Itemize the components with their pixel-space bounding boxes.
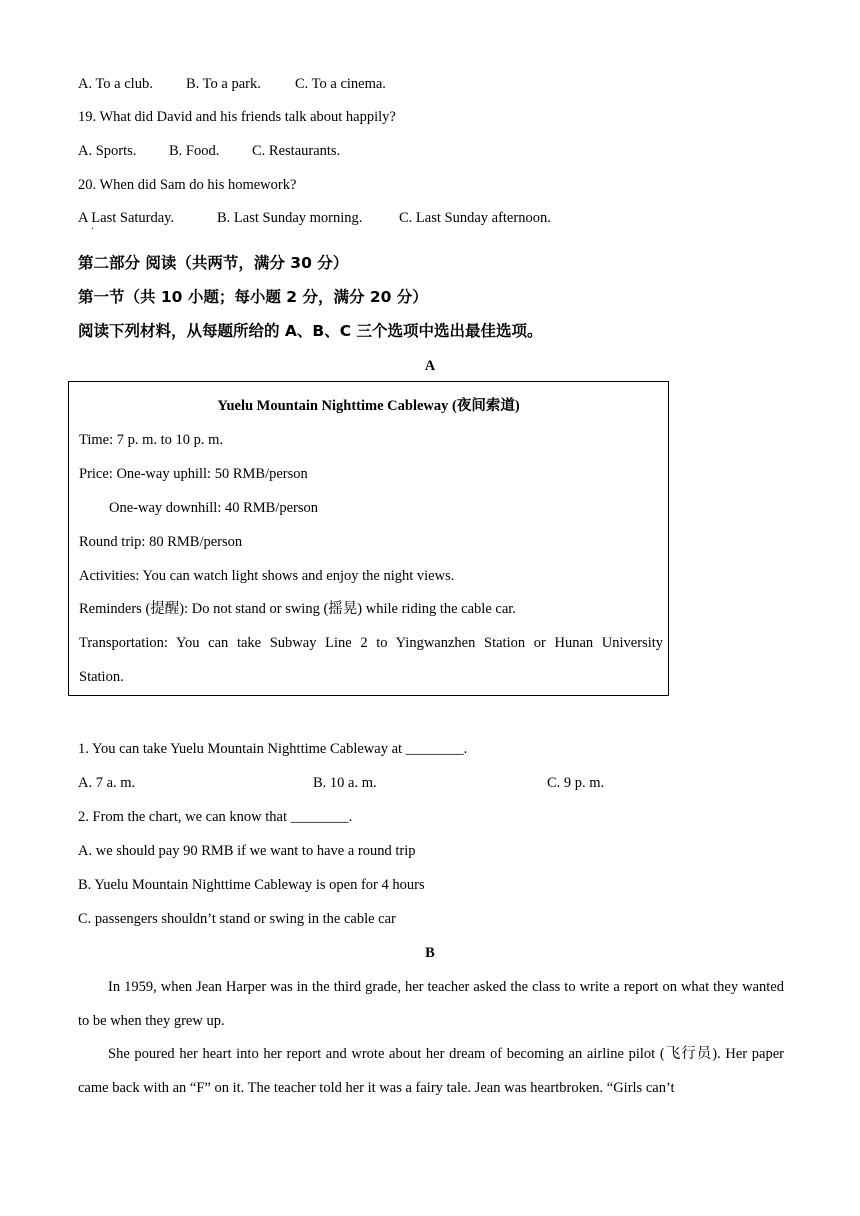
stray-dot: · bbox=[91, 224, 95, 235]
q2-option-a: A. we should pay 90 RMB if we want to have a round trip bbox=[78, 843, 416, 859]
cableway-time: Time: 7 p. m. to 10 p. m. bbox=[79, 432, 224, 448]
q20-text: 20. When did Sam do his homework? bbox=[78, 177, 297, 193]
q19-option-b: B. Food. bbox=[169, 143, 220, 159]
cableway-title: Yuelu Mountain Nighttime Cableway (夜间索道) bbox=[217, 398, 520, 414]
cableway-round-trip: Round trip: 80 RMB/person bbox=[79, 534, 243, 550]
q1-option-b: B. 10 a. m. bbox=[313, 775, 377, 791]
q20-options bbox=[78, 208, 551, 228]
reading-instruction: 阅读下列材料，从每题所给的 A、B、C 三个选项中选出最佳选项。 bbox=[78, 322, 543, 340]
q18-option-b: B. To a park. bbox=[186, 76, 261, 92]
q18-option-c: C. To a cinema. bbox=[295, 76, 386, 92]
question-2: 2. From the chart, we can know that ________. bbox=[78, 809, 353, 825]
part2-heading: 第二部分 阅读（共两节，满分 30 分） bbox=[78, 254, 349, 272]
q1-option-c: C. 9 p. m. bbox=[547, 775, 605, 791]
q19-text: 19. What did David and his friends talk about happily? bbox=[78, 109, 396, 125]
q1-option-a: A. 7 a. m. bbox=[78, 775, 136, 791]
q2-option-b: B. Yuelu Mountain Nighttime Cableway is open for 4 hours bbox=[78, 877, 425, 893]
q20-option-c: C. Last Sunday afternoon. bbox=[399, 210, 551, 226]
q19-options bbox=[78, 141, 340, 161]
q2-option-c: C. passengers shouldn’t stand or swing in the cable car bbox=[78, 911, 396, 927]
passage-b-label: B bbox=[425, 945, 435, 961]
cableway-reminders: Reminders (提醒): Do not stand or swing (摇晃) while riding the cable car. bbox=[79, 601, 516, 617]
q20-option-b: B. Last Sunday morning. bbox=[217, 210, 363, 226]
passage-b-paragraph-1: In 1959, when Jean Harper was in the third grade, her teacher asked the class to write a report on what they wanted to be when they grew up. bbox=[78, 979, 784, 1029]
passage-b-paragraph-2: She poured her heart into her report and wrote about her dream of becoming an airline pilot (飞行员). Her paper came back with an “F” on it. The teacher told her it was a fairy tale. Jean was heartbroken. “Girls can’t bbox=[78, 1046, 784, 1096]
q20-option-a: A Last Saturday. bbox=[78, 210, 175, 226]
section1-heading: 第一节（共 10 小题；每小题 2 分，满分 20 分） bbox=[78, 288, 428, 306]
cableway-price-downhill: One-way downhill: 40 RMB/person bbox=[109, 500, 319, 516]
q19-option-c: C. Restaurants. bbox=[252, 143, 341, 159]
cableway-price-uphill: Price: One-way uphill: 50 RMB/person bbox=[79, 466, 308, 482]
cableway-activities: Activities: You can watch light shows and enjoy the night views. bbox=[79, 568, 455, 584]
question-1: 1. You can take Yuelu Mountain Nighttime Cableway at ________. bbox=[78, 741, 468, 757]
q18-option-a: A. To a club. bbox=[78, 76, 153, 92]
cableway-info-box bbox=[68, 381, 669, 696]
question-1-options bbox=[78, 773, 604, 793]
cableway-transportation-cont: Station. bbox=[79, 669, 124, 685]
q18-options bbox=[78, 74, 386, 94]
passage-a-label: A bbox=[424, 358, 436, 374]
cableway-transportation: Transportation: You can take Subway Line 2 to Yingwanzhen Station or Hunan University bbox=[79, 635, 663, 651]
q19-option-a: A. Sports. bbox=[78, 143, 137, 159]
